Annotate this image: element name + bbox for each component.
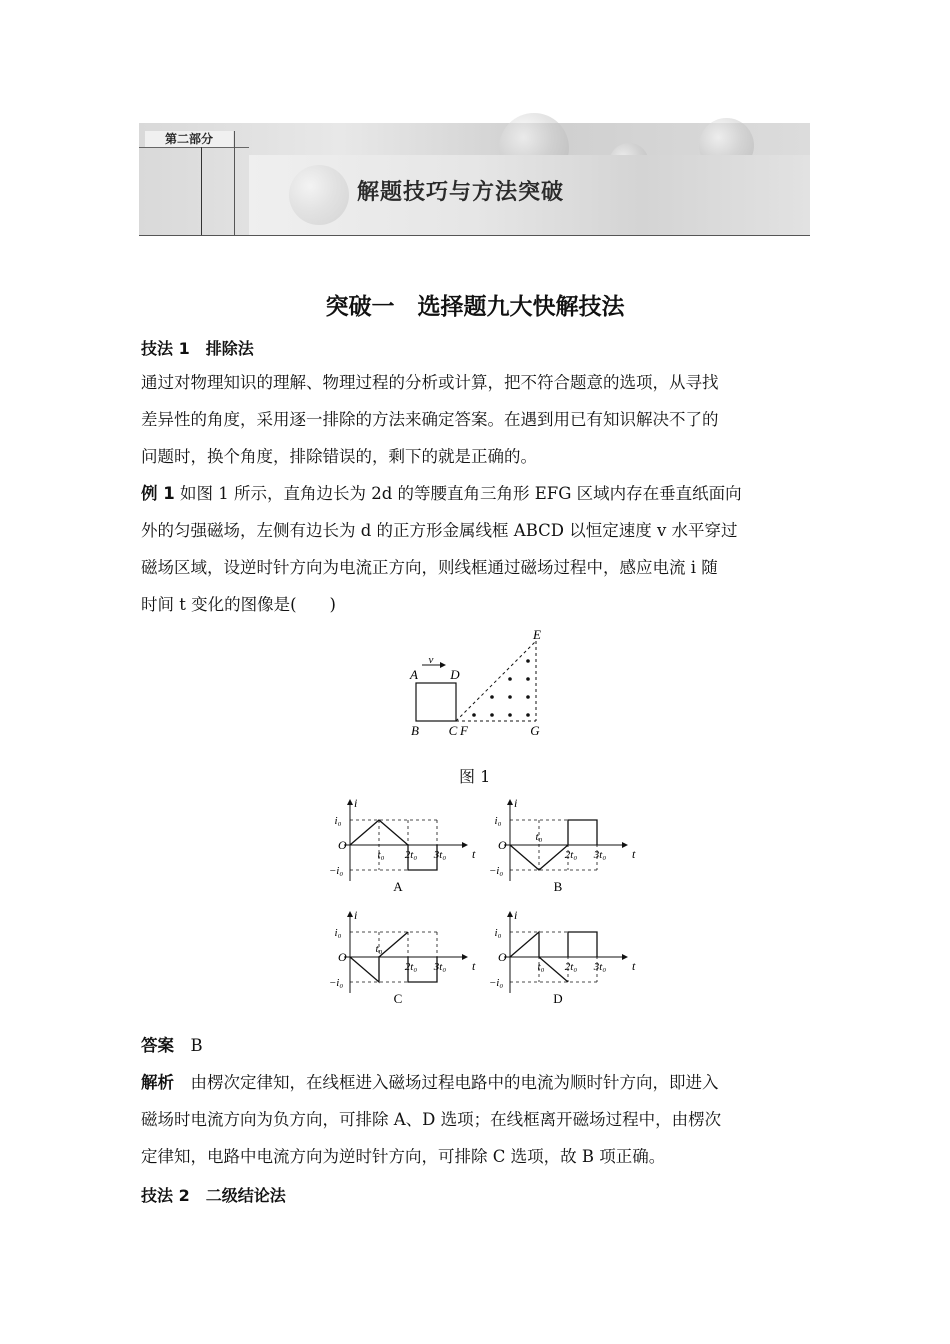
text-line: 时间 t 变化的图像是( ) bbox=[141, 595, 336, 614]
axis-label-t: t bbox=[632, 847, 636, 861]
arrowhead-icon bbox=[462, 842, 468, 848]
tick-label-2t0: 2t₀ bbox=[404, 961, 418, 973]
tick-label-t0: t₀ bbox=[377, 849, 385, 861]
axis-label-t: t bbox=[632, 959, 636, 973]
banner-divider bbox=[234, 131, 235, 235]
analysis-label: 解析 bbox=[141, 1073, 174, 1092]
arrowhead-icon bbox=[622, 842, 628, 848]
banner-title: 解题技巧与方法突破 bbox=[357, 180, 565, 205]
tick-label-3t0: 3t₀ bbox=[593, 849, 607, 861]
arrowhead-icon bbox=[347, 799, 353, 805]
analysis-text bbox=[141, 1064, 811, 1175]
axis-label-i: i bbox=[514, 908, 518, 922]
origin-label: O bbox=[338, 838, 347, 852]
tick-label-i0: i₀ bbox=[494, 815, 502, 827]
example1-text bbox=[141, 475, 811, 623]
text-line: 例 1 如图 1 所示，直角边长为 2d 的等腰直角三角形 EFG 区域内存在垂直纸面向 bbox=[141, 484, 742, 503]
option-label-C: C bbox=[393, 991, 403, 1006]
option-graphs bbox=[320, 795, 636, 1020]
origin-label: O bbox=[338, 950, 347, 964]
section-banner bbox=[139, 123, 810, 236]
axis-label-i: i bbox=[354, 796, 358, 810]
current-curve bbox=[510, 932, 539, 957]
current-curve bbox=[379, 932, 408, 957]
current-curve bbox=[350, 957, 379, 982]
axis-label-t: t bbox=[472, 959, 476, 973]
label-G: G bbox=[530, 723, 540, 738]
tick-label-t0: t₀ bbox=[535, 831, 543, 843]
arrowhead-icon bbox=[622, 954, 628, 960]
molecule-decoration bbox=[289, 165, 349, 225]
tick-label-neg-i0: −i₀ bbox=[488, 865, 504, 877]
tick-label-3t0: 3t₀ bbox=[433, 849, 447, 861]
banner-divider bbox=[139, 147, 249, 148]
tick-label-i0: i₀ bbox=[334, 927, 342, 939]
tick-label-3t0: 3t₀ bbox=[433, 961, 447, 973]
method1-heading: 技法 1 排除法 bbox=[141, 339, 254, 358]
axis-label-i: i bbox=[514, 796, 518, 810]
text-line: 磁场时电流方向为负方向，可排除 A、D 选项；在线框离开磁场过程中，由楞次 bbox=[141, 1110, 722, 1129]
figure1-caption: 图 1 bbox=[459, 767, 491, 786]
arrowhead-icon bbox=[462, 954, 468, 960]
tick-label-neg-i0: −i₀ bbox=[488, 977, 504, 989]
origin-label: O bbox=[498, 838, 507, 852]
option-label-D: D bbox=[553, 991, 563, 1006]
label-B: B bbox=[411, 723, 419, 738]
axis-label-t: t bbox=[472, 847, 476, 861]
text-line: 外的匀强磁场，左侧有边长为 d 的正方形金属线框 ABCD 以恒定速度 v 水平穿过 bbox=[141, 521, 738, 540]
arrowhead-icon bbox=[440, 662, 446, 668]
option-label-B: B bbox=[553, 879, 563, 894]
label-E: E bbox=[533, 627, 541, 642]
text-line: 磁场区域，设逆时针方向为电流正方向，则线框通过磁场过程中，感应电流 i 随 bbox=[141, 558, 718, 577]
arrowhead-icon bbox=[347, 911, 353, 917]
text-line: 解析 由楞次定律知，在线框进入磁场过程电路中的电流为顺时针方向，即进入 bbox=[141, 1073, 719, 1092]
tick-label-i0: i₀ bbox=[334, 815, 342, 827]
text-line: 定律知，电路中电流方向为逆时针方向，可排除 C 选项，故 B 项正确。 bbox=[141, 1147, 666, 1166]
tick-label-2t0: 2t₀ bbox=[564, 961, 578, 973]
tick-label-i0: i₀ bbox=[494, 927, 502, 939]
answer-line bbox=[141, 1027, 811, 1064]
method1-intro bbox=[141, 364, 811, 475]
tick-label-2t0: 2t₀ bbox=[564, 849, 578, 861]
tick-label-neg-i0: −i₀ bbox=[328, 977, 344, 989]
option-label-A: A bbox=[393, 879, 403, 894]
current-step bbox=[568, 932, 597, 957]
label-v: v bbox=[428, 654, 434, 666]
tick-label-2t0: 2t₀ bbox=[404, 849, 418, 861]
answer-label: 答案 bbox=[141, 1036, 174, 1055]
label-F: F bbox=[460, 723, 468, 738]
axis-label-i: i bbox=[354, 908, 358, 922]
magnetic-field-dots bbox=[472, 659, 530, 717]
hypotenuse-EF bbox=[456, 641, 536, 721]
method2-heading: 技法 2 二级结论法 bbox=[141, 1186, 286, 1205]
label-A: A bbox=[410, 667, 418, 682]
figure1-diagram bbox=[400, 625, 560, 745]
current-step bbox=[568, 820, 597, 845]
example-label: 例 1 bbox=[141, 484, 175, 503]
text-line: 问题时，换个角度，排除错误的，剩下的就是正确的。 bbox=[141, 447, 537, 466]
tick-label-t0: t₀ bbox=[537, 961, 545, 973]
tick-label-neg-i0: −i₀ bbox=[328, 865, 344, 877]
part-label: 第二部分 bbox=[145, 131, 233, 147]
text-line: 差异性的角度，采用逐一排除的方法来确定答案。在遇到用已有知识解决不了的 bbox=[141, 410, 719, 429]
answer-value: B bbox=[190, 1036, 203, 1055]
origin-label: O bbox=[498, 950, 507, 964]
label-D: D bbox=[450, 667, 460, 682]
arrowhead-icon bbox=[507, 799, 513, 805]
square-loop bbox=[416, 683, 456, 721]
text-line: 通过对物理知识的理解、物理过程的分析或计算，把不符合题意的选项，从寻找 bbox=[141, 373, 719, 392]
label-C: C bbox=[448, 723, 458, 738]
tick-label-t0: t₀ bbox=[375, 943, 383, 955]
tick-label-3t0: 3t₀ bbox=[593, 961, 607, 973]
arrowhead-icon bbox=[507, 911, 513, 917]
page-title: 突破一 选择题九大快解技法 bbox=[325, 294, 625, 320]
